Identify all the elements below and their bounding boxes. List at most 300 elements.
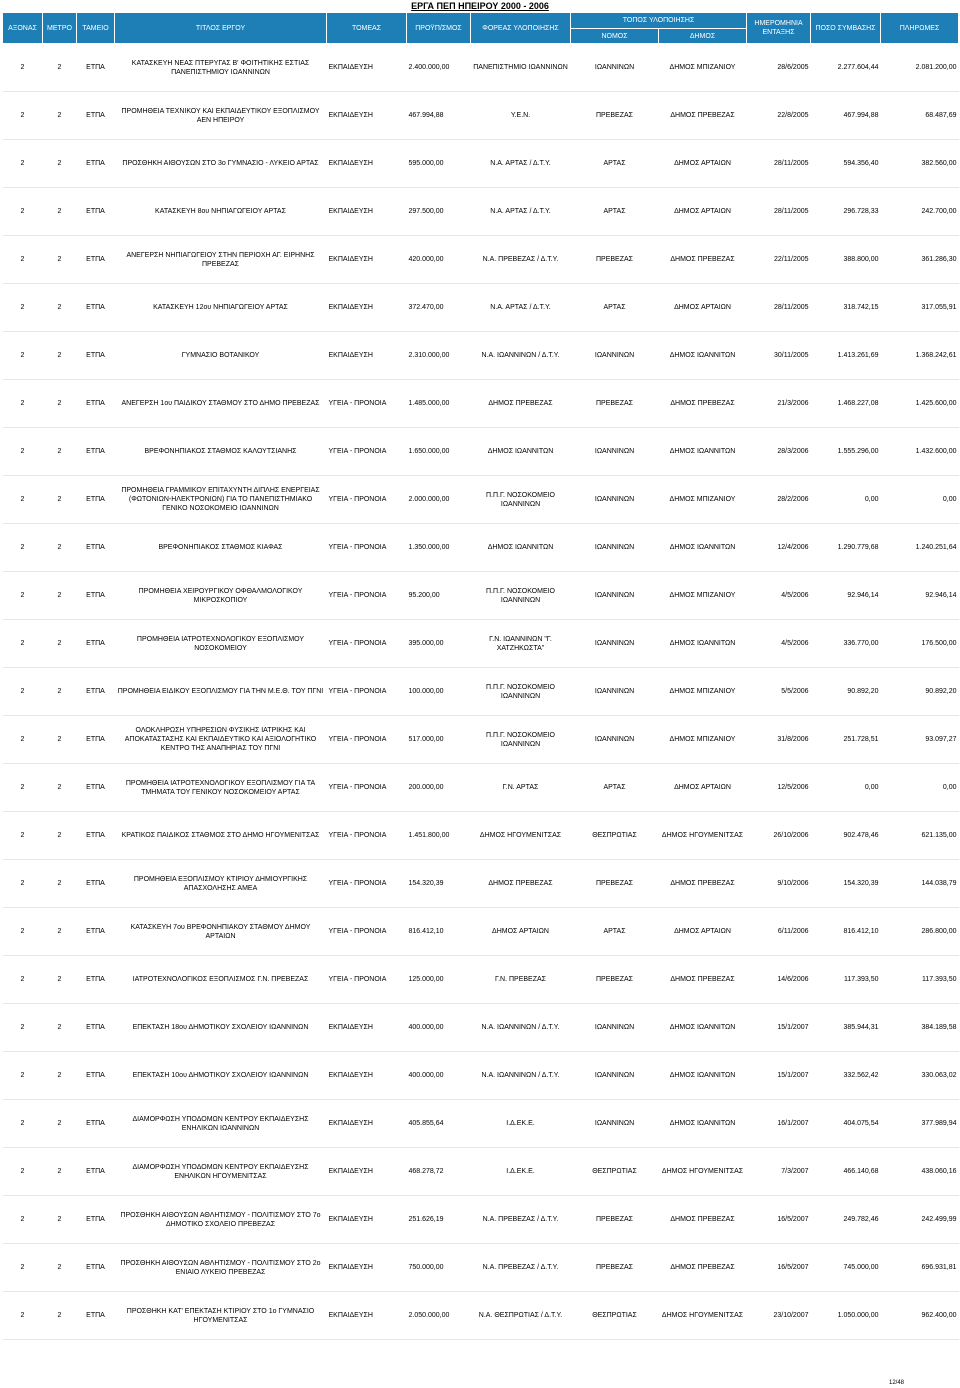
projects-table bbox=[2, 12, 959, 1340]
cell-contract: 1.050.000,00 bbox=[811, 1292, 881, 1340]
cell-prefecture: ΑΡΤΑΣ bbox=[571, 764, 659, 812]
cell-project-title: ΚΡΑΤΙΚΟΣ ΠΑΙΔΙΚΟΣ ΣΤΑΘΜΟΣ ΣΤΟ ΔΗΜΟ ΗΓΟΥΜΕΝΙΤΣΑΣ bbox=[115, 812, 327, 860]
cell-fund: ΕΤΠΑ bbox=[77, 1004, 115, 1052]
cell-project-title: ΠΡΟΜΗΘΕΙΑ ΓΡΑΜΜΙΚΟΥ ΕΠΙΤΑΧΥΝΤΗ ΔΙΠΛΗΣ ΕΝΕΡΓΕΙΑΣ (ΦΩΤΟΝΙΩΝ-ΗΛΕΚΤΡΟΝΙΩΝ) ΓΙΑ ΤΟ ΠΑΝΕΠΙΣΤΗΜΙΑΚΟ ΓΕΝΙΚΟ ΝΟΣΟΚΟΜΕΙΟ ΙΩΑΝΝΙΝΩΝ bbox=[115, 476, 327, 524]
cell-measure: 2 bbox=[43, 92, 77, 140]
cell-budget: 1.451.800,00 bbox=[407, 812, 471, 860]
cell-municipality: ΔΗΜΟΣ ΑΡΤΑΙΩΝ bbox=[659, 284, 747, 332]
cell-prefecture: ΑΡΤΑΣ bbox=[571, 284, 659, 332]
cell-project-title: ΕΠΕΚΤΑΣΗ 10ου ΔΗΜΟΤΙΚΟΥ ΣΧΟΛΕΙΟΥ ΙΩΑΝΝΙΝΩΝ bbox=[115, 1052, 327, 1100]
cell-prefecture: ΙΩΑΝΝΙΝΩΝ bbox=[571, 572, 659, 620]
cell-prefecture: ΑΡΤΑΣ bbox=[571, 140, 659, 188]
cell-municipality: ΔΗΜΟΣ ΜΠΙΖΑΝΙΟΥ bbox=[659, 716, 747, 764]
header-sector: ΤΟΜΕΑΣ bbox=[327, 13, 407, 44]
cell-prefecture: ΙΩΑΝΝΙΝΩΝ bbox=[571, 44, 659, 92]
table-row bbox=[3, 668, 959, 716]
cell-project-title: ΑΝΕΓΕΡΣΗ ΝΗΠΙΑΓΩΓΕΙΟΥ ΣΤΗΝ ΠΕΡΙΟΧΗ ΑΓ. ΕΙΡΗΝΗΣ ΠΡΕΒΕΖΑΣ bbox=[115, 236, 327, 284]
cell-payments: 0,00 bbox=[881, 764, 959, 812]
table-row bbox=[3, 620, 959, 668]
cell-prefecture: ΠΡΕΒΕΖΑΣ bbox=[571, 1244, 659, 1292]
cell-payments: 68.487,69 bbox=[881, 92, 959, 140]
cell-prefecture: ΠΡΕΒΕΖΑΣ bbox=[571, 380, 659, 428]
cell-prefecture: ΘΕΣΠΡΩΤΙΑΣ bbox=[571, 1292, 659, 1340]
cell-budget: 467.994,88 bbox=[407, 92, 471, 140]
page-number: 12/48 bbox=[888, 1380, 904, 1386]
cell-agency: Υ.Ε.Ν. bbox=[471, 92, 571, 140]
cell-axis: 2 bbox=[3, 1148, 43, 1196]
cell-fund: ΕΤΠΑ bbox=[77, 380, 115, 428]
cell-payments: 242.499,99 bbox=[881, 1196, 959, 1244]
cell-budget: 750.000,00 bbox=[407, 1244, 471, 1292]
cell-agency: Γ.Ν. ΠΡΕΒΕΖΑΣ bbox=[471, 956, 571, 1004]
cell-agency: Π.Π.Γ. ΝΟΣΟΚΟΜΕΙΟ ΙΩΑΝΝΙΝΩΝ bbox=[471, 668, 571, 716]
cell-prefecture: ΠΡΕΒΕΖΑΣ bbox=[571, 956, 659, 1004]
cell-project-title: ΠΡΟΜΗΘΕΙΑ ΙΑΤΡΟΤΕΧΝΟΛΟΓΙΚΟΥ ΕΞΟΠΛΙΣΜΟΥ ΝΟΣΟΚΟΜΕΙΟΥ bbox=[115, 620, 327, 668]
cell-payments: 438.060,16 bbox=[881, 1148, 959, 1196]
cell-sector: ΕΚΠΑΙΔΕΥΣΗ bbox=[327, 1196, 407, 1244]
cell-project-title: ΠΡΟΣΘΗΚΗ ΑΙΘΟΥΣΩΝ ΣΤΟ 3ο ΓΥΜΝΑΣΙΟ - ΛΥΚΕΙΟ ΑΡΤΑΣ bbox=[115, 140, 327, 188]
cell-fund: ΕΤΠΑ bbox=[77, 812, 115, 860]
header-prefecture: ΝΟΜΟΣ bbox=[571, 29, 659, 44]
cell-agency: Ν.Α. ΑΡΤΑΣ / Δ.Τ.Υ. bbox=[471, 284, 571, 332]
cell-axis: 2 bbox=[3, 1292, 43, 1340]
cell-agency: Ν.Α. ΙΩΑΝΝΙΝΩΝ / Δ.Τ.Υ. bbox=[471, 1052, 571, 1100]
cell-municipality: ΔΗΜΟΣ ΑΡΤΑΙΩΝ bbox=[659, 140, 747, 188]
cell-municipality: ΔΗΜΟΣ ΙΩΑΝΝΙΤΩΝ bbox=[659, 524, 747, 572]
cell-fund: ΕΤΠΑ bbox=[77, 764, 115, 812]
cell-fund: ΕΤΠΑ bbox=[77, 1196, 115, 1244]
cell-date: 7/3/2007 bbox=[747, 1148, 811, 1196]
cell-contract: 92.946,14 bbox=[811, 572, 881, 620]
cell-project-title: ΠΡΟΜΗΘΕΙΑ ΕΙΔΙΚΟΥ ΕΞΟΠΛΙΣΜΟΥ ΓΙΑ ΤΗΝ Μ.Ε.Θ. ΤΟΥ ΠΓΝΙ bbox=[115, 668, 327, 716]
cell-prefecture: ΙΩΑΝΝΙΝΩΝ bbox=[571, 1004, 659, 1052]
cell-date: 4/5/2006 bbox=[747, 572, 811, 620]
cell-contract: 902.478,46 bbox=[811, 812, 881, 860]
table-row bbox=[3, 332, 959, 380]
cell-agency: Ν.Α. ΠΡΕΒΕΖΑΣ / Δ.Τ.Υ. bbox=[471, 236, 571, 284]
cell-measure: 2 bbox=[43, 956, 77, 1004]
cell-measure: 2 bbox=[43, 188, 77, 236]
cell-fund: ΕΤΠΑ bbox=[77, 1148, 115, 1196]
cell-budget: 816.412,10 bbox=[407, 908, 471, 956]
cell-municipality: ΔΗΜΟΣ ΠΡΕΒΕΖΑΣ bbox=[659, 860, 747, 908]
cell-measure: 2 bbox=[43, 1052, 77, 1100]
cell-project-title: ΚΑΤΑΣΚΕΥΗ 7ου ΒΡΕΦΟΝΗΠΙΑΚΟΥ ΣΤΑΘΜΟΥ ΔΗΜΟΥ ΑΡΤΑΙΩΝ bbox=[115, 908, 327, 956]
cell-project-title: ΟΛΟΚΛΗΡΩΣΗ ΥΠΗΡΕΣΙΩΝ ΦΥΣΙΚΗΣ ΙΑΤΡΙΚΗΣ ΚΑΙ ΑΠΟΚΑΤΑΣΤΑΣΗΣ ΚΑΙ ΕΚΠΑΙΔΕΥΤΙΚΟ ΚΑΙ ΑΞΙΟΛΟΓΗΤΙΚΟ ΚΕΝΤΡΟ ΤΗΣ ΑΝΑΠΗΡΙΑΣ ΤΟΥ ΠΓΝΙ bbox=[115, 716, 327, 764]
cell-municipality: ΔΗΜΟΣ ΙΩΑΝΝΙΤΩΝ bbox=[659, 1100, 747, 1148]
table-header bbox=[3, 13, 959, 44]
cell-date: 31/8/2006 bbox=[747, 716, 811, 764]
cell-municipality: ΔΗΜΟΣ ΙΩΑΝΝΙΤΩΝ bbox=[659, 620, 747, 668]
cell-measure: 2 bbox=[43, 1148, 77, 1196]
cell-municipality: ΔΗΜΟΣ ΗΓΟΥΜΕΝΙΤΣΑΣ bbox=[659, 1148, 747, 1196]
cell-fund: ΕΤΠΑ bbox=[77, 668, 115, 716]
cell-sector: ΥΓΕΙΑ - ΠΡΟΝΟΙΑ bbox=[327, 524, 407, 572]
cell-date: 28/6/2005 bbox=[747, 44, 811, 92]
cell-prefecture: ΙΩΑΝΝΙΝΩΝ bbox=[571, 524, 659, 572]
table-row bbox=[3, 908, 959, 956]
cell-project-title: ΚΑΤΑΣΚΕΥΗ 12ου ΝΗΠΙΑΓΩΓΕΙΟΥ ΑΡΤΑΣ bbox=[115, 284, 327, 332]
cell-budget: 2.400.000,00 bbox=[407, 44, 471, 92]
cell-measure: 2 bbox=[43, 668, 77, 716]
table-row bbox=[3, 572, 959, 620]
cell-axis: 2 bbox=[3, 236, 43, 284]
cell-project-title: ΒΡΕΦΟΝΗΠΙΑΚΟΣ ΣΤΑΘΜΟΣ ΚΑΛΟΥΤΣΙΑΝΗΣ bbox=[115, 428, 327, 476]
cell-contract: 90.892,20 bbox=[811, 668, 881, 716]
table-row bbox=[3, 1292, 959, 1340]
table-row bbox=[3, 716, 959, 764]
cell-fund: ΕΤΠΑ bbox=[77, 476, 115, 524]
cell-measure: 2 bbox=[43, 476, 77, 524]
cell-municipality: ΔΗΜΟΣ ΗΓΟΥΜΕΝΙΤΣΑΣ bbox=[659, 1292, 747, 1340]
cell-sector: ΥΓΕΙΑ - ΠΡΟΝΟΙΑ bbox=[327, 764, 407, 812]
cell-sector: ΥΓΕΙΑ - ΠΡΟΝΟΙΑ bbox=[327, 860, 407, 908]
header-date: ΗΜΕΡΟΜΗΝΙΑ ΕΝΤΑΞΗΣ bbox=[747, 13, 811, 44]
cell-contract: 1.413.261,69 bbox=[811, 332, 881, 380]
table-row bbox=[3, 284, 959, 332]
cell-prefecture: ΙΩΑΝΝΙΝΩΝ bbox=[571, 476, 659, 524]
page-title: ΕΡΓΑ ΠΕΠ ΗΠΕΙΡΟΥ 2000 - 2006 bbox=[411, 1, 549, 11]
cell-agency: Ν.Α. ΑΡΤΑΣ / Δ.Τ.Υ. bbox=[471, 188, 571, 236]
table-row bbox=[3, 44, 959, 92]
cell-budget: 125.000,00 bbox=[407, 956, 471, 1004]
cell-budget: 2.310.000,00 bbox=[407, 332, 471, 380]
table-row bbox=[3, 428, 959, 476]
header-municipality: ΔΗΜΟΣ bbox=[659, 29, 747, 44]
table-row bbox=[3, 92, 959, 140]
cell-payments: 384.189,58 bbox=[881, 1004, 959, 1052]
table-row bbox=[3, 1148, 959, 1196]
cell-date: 28/11/2005 bbox=[747, 140, 811, 188]
cell-fund: ΕΤΠΑ bbox=[77, 572, 115, 620]
cell-prefecture: ΑΡΤΑΣ bbox=[571, 908, 659, 956]
cell-municipality: ΔΗΜΟΣ ΠΡΕΒΕΖΑΣ bbox=[659, 1196, 747, 1244]
cell-payments: 1.432.600,00 bbox=[881, 428, 959, 476]
cell-budget: 468.278,72 bbox=[407, 1148, 471, 1196]
cell-payments: 1.240.251,64 bbox=[881, 524, 959, 572]
cell-axis: 2 bbox=[3, 380, 43, 428]
cell-fund: ΕΤΠΑ bbox=[77, 332, 115, 380]
cell-agency: Ν.Α. ΙΩΑΝΝΙΝΩΝ / Δ.Τ.Υ. bbox=[471, 1004, 571, 1052]
cell-project-title: ΠΡΟΜΗΘΕΙΑ ΧΕΙΡΟΥΡΓΙΚΟΥ ΟΦΘΑΛΜΟΛΟΓΙΚΟΥ ΜΙΚΡΟΣΚΟΠΙΟΥ bbox=[115, 572, 327, 620]
cell-axis: 2 bbox=[3, 572, 43, 620]
cell-sector: ΕΚΠΑΙΔΕΥΣΗ bbox=[327, 332, 407, 380]
cell-payments: 962.400,00 bbox=[881, 1292, 959, 1340]
cell-measure: 2 bbox=[43, 524, 77, 572]
cell-fund: ΕΤΠΑ bbox=[77, 1100, 115, 1148]
cell-budget: 372.470,00 bbox=[407, 284, 471, 332]
cell-sector: ΕΚΠΑΙΔΕΥΣΗ bbox=[327, 92, 407, 140]
cell-measure: 2 bbox=[43, 1196, 77, 1244]
cell-project-title: ΠΡΟΣΘΗΚΗ ΑΙΘΟΥΣΩΝ ΑΘΛΗΤΙΣΜΟΥ - ΠΟΛΙΤΙΣΜΟΥ ΣΤΟ 7ο ΔΗΜΟΤΙΚΟ ΣΧΟΛΕΙΟ ΠΡΕΒΕΖΑΣ bbox=[115, 1196, 327, 1244]
cell-budget: 400.000,00 bbox=[407, 1004, 471, 1052]
cell-prefecture: ΠΡΕΒΕΖΑΣ bbox=[571, 92, 659, 140]
cell-payments: 2.081.200,00 bbox=[881, 44, 959, 92]
cell-sector: ΕΚΠΑΙΔΕΥΣΗ bbox=[327, 284, 407, 332]
cell-budget: 400.000,00 bbox=[407, 1052, 471, 1100]
cell-agency: Γ.Ν. ΙΩΑΝΝΙΝΩΝ "Γ. ΧΑΤΖΗΚΩΣΤΑ" bbox=[471, 620, 571, 668]
cell-budget: 200.000,00 bbox=[407, 764, 471, 812]
cell-axis: 2 bbox=[3, 956, 43, 1004]
cell-agency: Ν.Α. ΘΕΣΠΡΩΤΙΑΣ / Δ.Τ.Υ. bbox=[471, 1292, 571, 1340]
table-row bbox=[3, 476, 959, 524]
cell-contract: 816.412,10 bbox=[811, 908, 881, 956]
cell-axis: 2 bbox=[3, 812, 43, 860]
cell-agency: ΔΗΜΟΣ ΗΓΟΥΜΕΝΙΤΣΑΣ bbox=[471, 812, 571, 860]
cell-fund: ΕΤΠΑ bbox=[77, 44, 115, 92]
cell-sector: ΥΓΕΙΑ - ΠΡΟΝΟΙΑ bbox=[327, 908, 407, 956]
cell-payments: 1.368.242,61 bbox=[881, 332, 959, 380]
cell-sector: ΕΚΠΑΙΔΕΥΣΗ bbox=[327, 140, 407, 188]
cell-budget: 405.855,64 bbox=[407, 1100, 471, 1148]
cell-measure: 2 bbox=[43, 1100, 77, 1148]
table-row bbox=[3, 140, 959, 188]
cell-contract: 0,00 bbox=[811, 764, 881, 812]
cell-sector: ΥΓΕΙΑ - ΠΡΟΝΟΙΑ bbox=[327, 620, 407, 668]
cell-date: 28/11/2005 bbox=[747, 188, 811, 236]
cell-sector: ΕΚΠΑΙΔΕΥΣΗ bbox=[327, 1148, 407, 1196]
table-row bbox=[3, 1196, 959, 1244]
cell-municipality: ΔΗΜΟΣ ΠΡΕΒΕΖΑΣ bbox=[659, 956, 747, 1004]
cell-date: 12/4/2006 bbox=[747, 524, 811, 572]
table-row bbox=[3, 812, 959, 860]
table-row bbox=[3, 1004, 959, 1052]
cell-payments: 696.931,81 bbox=[881, 1244, 959, 1292]
cell-municipality: ΔΗΜΟΣ ΠΡΕΒΕΖΑΣ bbox=[659, 92, 747, 140]
cell-municipality: ΔΗΜΟΣ ΙΩΑΝΝΙΤΩΝ bbox=[659, 428, 747, 476]
cell-municipality: ΔΗΜΟΣ ΠΡΕΒΕΖΑΣ bbox=[659, 380, 747, 428]
cell-agency: Ν.Α. ΠΡΕΒΕΖΑΣ / Δ.Τ.Υ. bbox=[471, 1196, 571, 1244]
cell-date: 15/1/2007 bbox=[747, 1004, 811, 1052]
cell-contract: 249.782,46 bbox=[811, 1196, 881, 1244]
cell-date: 16/1/2007 bbox=[747, 1100, 811, 1148]
cell-fund: ΕΤΠΑ bbox=[77, 524, 115, 572]
cell-measure: 2 bbox=[43, 1244, 77, 1292]
cell-measure: 2 bbox=[43, 1004, 77, 1052]
cell-payments: 90.892,20 bbox=[881, 668, 959, 716]
cell-municipality: ΔΗΜΟΣ ΙΩΑΝΝΙΤΩΝ bbox=[659, 1004, 747, 1052]
cell-project-title: ΠΡΟΜΗΘΕΙΑ ΤΕΧΝΙΚΟΥ ΚΑΙ ΕΚΠΑΙΔΕΥΤΙΚΟΥ ΕΞΟΠΛΙΣΜΟΥ ΑΕΝ ΗΠΕΙΡΟΥ bbox=[115, 92, 327, 140]
cell-measure: 2 bbox=[43, 716, 77, 764]
cell-budget: 420.000,00 bbox=[407, 236, 471, 284]
cell-axis: 2 bbox=[3, 476, 43, 524]
cell-sector: ΥΓΕΙΑ - ΠΡΟΝΟΙΑ bbox=[327, 812, 407, 860]
cell-measure: 2 bbox=[43, 332, 77, 380]
table-row bbox=[3, 188, 959, 236]
cell-prefecture: ΙΩΑΝΝΙΝΩΝ bbox=[571, 428, 659, 476]
cell-measure: 2 bbox=[43, 1292, 77, 1340]
cell-agency: Ν.Α. ΙΩΑΝΝΙΝΩΝ / Δ.Τ.Υ. bbox=[471, 332, 571, 380]
cell-measure: 2 bbox=[43, 140, 77, 188]
cell-municipality: ΔΗΜΟΣ ΑΡΤΑΙΩΝ bbox=[659, 188, 747, 236]
cell-axis: 2 bbox=[3, 1100, 43, 1148]
cell-measure: 2 bbox=[43, 620, 77, 668]
cell-axis: 2 bbox=[3, 764, 43, 812]
cell-payments: 117.393,50 bbox=[881, 956, 959, 1004]
header-axis: ΑΞΟΝΑΣ bbox=[3, 13, 43, 44]
cell-measure: 2 bbox=[43, 908, 77, 956]
table-row bbox=[3, 956, 959, 1004]
cell-date: 22/8/2005 bbox=[747, 92, 811, 140]
cell-contract: 466.140,68 bbox=[811, 1148, 881, 1196]
cell-payments: 286.800,00 bbox=[881, 908, 959, 956]
cell-payments: 377.989,94 bbox=[881, 1100, 959, 1148]
cell-axis: 2 bbox=[3, 332, 43, 380]
cell-project-title: ΚΑΤΑΣΚΕΥΗ 8ου ΝΗΠΙΑΓΩΓΕΙΟΥ ΑΡΤΑΣ bbox=[115, 188, 327, 236]
cell-date: 21/3/2006 bbox=[747, 380, 811, 428]
cell-sector: ΕΚΠΑΙΔΕΥΣΗ bbox=[327, 1052, 407, 1100]
cell-budget: 95.200,00 bbox=[407, 572, 471, 620]
cell-axis: 2 bbox=[3, 1244, 43, 1292]
cell-date: 26/10/2006 bbox=[747, 812, 811, 860]
cell-fund: ΕΤΠΑ bbox=[77, 1052, 115, 1100]
cell-agency: ΔΗΜΟΣ ΙΩΑΝΝΙΤΩΝ bbox=[471, 524, 571, 572]
cell-agency: Ν.Α. ΑΡΤΑΣ / Δ.Τ.Υ. bbox=[471, 140, 571, 188]
cell-payments: 361.286,30 bbox=[881, 236, 959, 284]
cell-agency: Π.Π.Γ. ΝΟΣΟΚΟΜΕΙΟ ΙΩΑΝΝΙΝΩΝ bbox=[471, 476, 571, 524]
cell-municipality: ΔΗΜΟΣ ΜΠΙΖΑΝΙΟΥ bbox=[659, 668, 747, 716]
cell-date: 28/3/2006 bbox=[747, 428, 811, 476]
cell-payments: 93.097,27 bbox=[881, 716, 959, 764]
cell-sector: ΥΓΕΙΑ - ΠΡΟΝΟΙΑ bbox=[327, 572, 407, 620]
cell-date: 23/10/2007 bbox=[747, 1292, 811, 1340]
cell-axis: 2 bbox=[3, 284, 43, 332]
cell-municipality: ΔΗΜΟΣ ΜΠΙΖΑΝΙΟΥ bbox=[659, 572, 747, 620]
cell-sector: ΕΚΠΑΙΔΕΥΣΗ bbox=[327, 236, 407, 284]
cell-axis: 2 bbox=[3, 1196, 43, 1244]
table-row bbox=[3, 1244, 959, 1292]
cell-fund: ΕΤΠΑ bbox=[77, 1244, 115, 1292]
cell-date: 15/1/2007 bbox=[747, 1052, 811, 1100]
cell-date: 4/5/2006 bbox=[747, 620, 811, 668]
cell-prefecture: ΠΡΕΒΕΖΑΣ bbox=[571, 236, 659, 284]
cell-contract: 154.320,39 bbox=[811, 860, 881, 908]
cell-axis: 2 bbox=[3, 668, 43, 716]
cell-contract: 385.944,31 bbox=[811, 1004, 881, 1052]
cell-payments: 242.700,00 bbox=[881, 188, 959, 236]
cell-contract: 296.728,33 bbox=[811, 188, 881, 236]
cell-payments: 317.055,91 bbox=[881, 284, 959, 332]
cell-project-title: ΔΙΑΜΟΡΦΩΣΗ ΥΠΟΔΟΜΩΝ ΚΕΝΤΡΟΥ ΕΚΠΑΙΔΕΥΣΗΣ ΕΝΗΛΙΚΩΝ ΙΩΑΝΝΙΝΩΝ bbox=[115, 1100, 327, 1148]
cell-axis: 2 bbox=[3, 188, 43, 236]
cell-axis: 2 bbox=[3, 92, 43, 140]
cell-axis: 2 bbox=[3, 908, 43, 956]
cell-payments: 0,00 bbox=[881, 476, 959, 524]
cell-budget: 154.320,39 bbox=[407, 860, 471, 908]
cell-municipality: ΔΗΜΟΣ ΙΩΑΝΝΙΤΩΝ bbox=[659, 1052, 747, 1100]
cell-payments: 330.063,02 bbox=[881, 1052, 959, 1100]
table-row bbox=[3, 236, 959, 284]
table-row bbox=[3, 1052, 959, 1100]
cell-contract: 2.277.604,44 bbox=[811, 44, 881, 92]
cell-project-title: ΠΡΟΣΘΗΚΗ ΚΑΤ' ΕΠΕΚΤΑΣΗ ΚΤΙΡΙΟΥ ΣΤΟ 1ο ΓΥΜΝΑΣΙΟ ΗΓΟΥΜΕΝΙΤΣΑΣ bbox=[115, 1292, 327, 1340]
cell-prefecture: ΠΡΕΒΕΖΑΣ bbox=[571, 1196, 659, 1244]
cell-fund: ΕΤΠΑ bbox=[77, 908, 115, 956]
cell-budget: 1.485.000,00 bbox=[407, 380, 471, 428]
cell-payments: 176.500,00 bbox=[881, 620, 959, 668]
header-budget: ΠΡΟΫΠ/ΣΜΟΣ bbox=[407, 13, 471, 44]
cell-agency: Π.Π.Γ. ΝΟΣΟΚΟΜΕΙΟ ΙΩΑΝΝΙΝΩΝ bbox=[471, 572, 571, 620]
cell-date: 5/5/2006 bbox=[747, 668, 811, 716]
cell-project-title: ΒΡΕΦΟΝΗΠΙΑΚΟΣ ΣΤΑΘΜΟΣ ΚΙΑΦΑΣ bbox=[115, 524, 327, 572]
cell-agency: ΔΗΜΟΣ ΙΩΑΝΝΙΤΩΝ bbox=[471, 428, 571, 476]
cell-sector: ΕΚΠΑΙΔΕΥΣΗ bbox=[327, 1292, 407, 1340]
cell-axis: 2 bbox=[3, 860, 43, 908]
cell-contract: 404.075,54 bbox=[811, 1100, 881, 1148]
cell-fund: ΕΤΠΑ bbox=[77, 1292, 115, 1340]
cell-contract: 318.742,15 bbox=[811, 284, 881, 332]
cell-date: 9/10/2006 bbox=[747, 860, 811, 908]
table-row bbox=[3, 1100, 959, 1148]
cell-budget: 100.000,00 bbox=[407, 668, 471, 716]
cell-agency: Π.Π.Γ. ΝΟΣΟΚΟΜΕΙΟ ΙΩΑΝΝΙΝΩΝ bbox=[471, 716, 571, 764]
cell-prefecture: ΙΩΑΝΝΙΝΩΝ bbox=[571, 1100, 659, 1148]
cell-contract: 0,00 bbox=[811, 476, 881, 524]
cell-prefecture: ΙΩΑΝΝΙΝΩΝ bbox=[571, 332, 659, 380]
cell-contract: 745.000,00 bbox=[811, 1244, 881, 1292]
cell-fund: ΕΤΠΑ bbox=[77, 188, 115, 236]
cell-contract: 1.290.779,68 bbox=[811, 524, 881, 572]
cell-contract: 388.800,00 bbox=[811, 236, 881, 284]
cell-prefecture: ΙΩΑΝΝΙΝΩΝ bbox=[571, 1052, 659, 1100]
cell-axis: 2 bbox=[3, 1052, 43, 1100]
cell-sector: ΥΓΕΙΑ - ΠΡΟΝΟΙΑ bbox=[327, 380, 407, 428]
cell-agency: ΠΑΝΕΠΙΣΤΗΜΙΟ ΙΩΑΝΝΙΝΩΝ bbox=[471, 44, 571, 92]
cell-contract: 467.994,88 bbox=[811, 92, 881, 140]
cell-fund: ΕΤΠΑ bbox=[77, 716, 115, 764]
cell-axis: 2 bbox=[3, 44, 43, 92]
cell-municipality: ΔΗΜΟΣ ΜΠΙΖΑΝΙΟΥ bbox=[659, 44, 747, 92]
cell-date: 6/11/2006 bbox=[747, 908, 811, 956]
cell-project-title: ΕΠΕΚΤΑΣΗ 18ου ΔΗΜΟΤΙΚΟΥ ΣΧΟΛΕΙΟΥ ΙΩΑΝΝΙΝΩΝ bbox=[115, 1004, 327, 1052]
header-project-title: ΤΙΤΛΟΣ ΕΡΓΟΥ bbox=[115, 13, 327, 44]
cell-sector: ΥΓΕΙΑ - ΠΡΟΝΟΙΑ bbox=[327, 428, 407, 476]
cell-date: 16/5/2007 bbox=[747, 1244, 811, 1292]
cell-fund: ΕΤΠΑ bbox=[77, 620, 115, 668]
cell-prefecture: ΘΕΣΠΡΩΤΙΑΣ bbox=[571, 1148, 659, 1196]
cell-fund: ΕΤΠΑ bbox=[77, 284, 115, 332]
cell-sector: ΥΓΕΙΑ - ΠΡΟΝΟΙΑ bbox=[327, 476, 407, 524]
cell-date: 22/11/2005 bbox=[747, 236, 811, 284]
cell-payments: 382.560,00 bbox=[881, 140, 959, 188]
cell-project-title: ΙΑΤΡΟΤΕΧΝΟΛΟΓΙΚΟΣ ΕΞΟΠΛΙΣΜΟΣ Γ.Ν. ΠΡΕΒΕΖΑΣ bbox=[115, 956, 327, 1004]
cell-budget: 1.650.000,00 bbox=[407, 428, 471, 476]
cell-agency: ΔΗΜΟΣ ΠΡΕΒΕΖΑΣ bbox=[471, 380, 571, 428]
cell-project-title: ΠΡΟΜΗΘΕΙΑ ΙΑΤΡΟΤΕΧΝΟΛΟΓΙΚΟΥ ΕΞΟΠΛΙΣΜΟΥ ΓΙΑ ΤΑ ΤΜΗΜΑΤΑ ΤΟΥ ΓΕΝΙΚΟΥ ΝΟΣΟΚΟΜΕΙΟΥ ΑΡΤΑΣ bbox=[115, 764, 327, 812]
cell-agency: Ν.Α. ΠΡΕΒΕΖΑΣ / Δ.Τ.Υ. bbox=[471, 1244, 571, 1292]
cell-budget: 251.626,19 bbox=[407, 1196, 471, 1244]
cell-prefecture: ΙΩΑΝΝΙΝΩΝ bbox=[571, 668, 659, 716]
table-row bbox=[3, 524, 959, 572]
cell-municipality: ΔΗΜΟΣ ΜΠΙΖΑΝΙΟΥ bbox=[659, 476, 747, 524]
cell-sector: ΕΚΠΑΙΔΕΥΣΗ bbox=[327, 1004, 407, 1052]
cell-agency: Ι.Δ.ΕΚ.Ε. bbox=[471, 1148, 571, 1196]
cell-measure: 2 bbox=[43, 428, 77, 476]
table-row bbox=[3, 764, 959, 812]
cell-contract: 336.770,00 bbox=[811, 620, 881, 668]
cell-municipality: ΔΗΜΟΣ ΙΩΑΝΝΙΤΩΝ bbox=[659, 332, 747, 380]
cell-municipality: ΔΗΜΟΣ ΑΡΤΑΙΩΝ bbox=[659, 764, 747, 812]
cell-prefecture: ΙΩΑΝΝΙΝΩΝ bbox=[571, 620, 659, 668]
cell-municipality: ΔΗΜΟΣ ΗΓΟΥΜΕΝΙΤΣΑΣ bbox=[659, 812, 747, 860]
cell-measure: 2 bbox=[43, 572, 77, 620]
cell-budget: 1.350.000,00 bbox=[407, 524, 471, 572]
cell-municipality: ΔΗΜΟΣ ΠΡΕΒΕΖΑΣ bbox=[659, 236, 747, 284]
cell-contract: 1.555.296,00 bbox=[811, 428, 881, 476]
header-contract: ΠΟΣΟ ΣΥΜΒΑΣΗΣ bbox=[811, 13, 881, 44]
cell-agency: Ι.Δ.ΕΚ.Ε. bbox=[471, 1100, 571, 1148]
header-agency: ΦΟΡΕΑΣ ΥΛΟΠΟΙΗΣΗΣ bbox=[471, 13, 571, 44]
